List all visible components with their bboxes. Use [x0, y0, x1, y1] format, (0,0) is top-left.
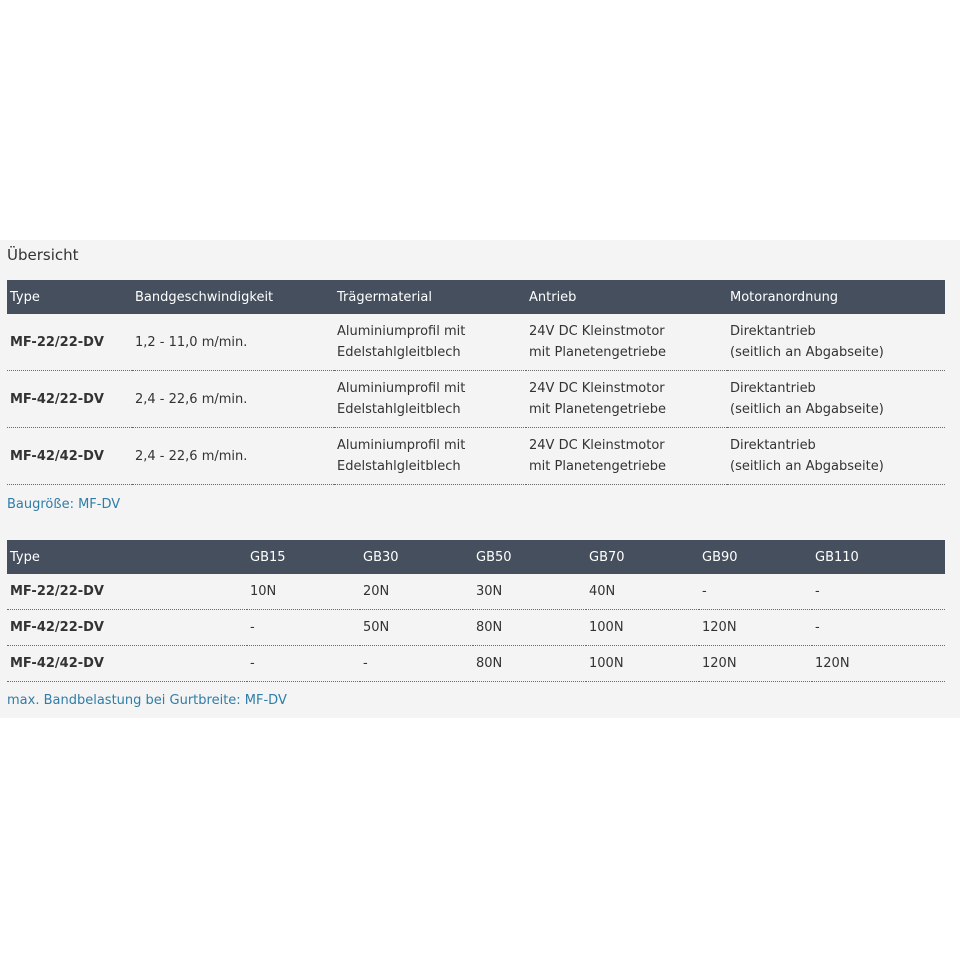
- load-caption-link[interactable]: max. Bandbelastung bei Gurtbreite: MF-DV: [7, 693, 287, 708]
- drive-cell: 24V DC Kleinstmotor mit Planetengetriebe: [526, 314, 727, 371]
- load-cell: -: [360, 646, 473, 682]
- motor-cell: Direktantrieb (seitlich an Abgabseite): [727, 371, 945, 428]
- material-cell: Aluminiumprofil mit Edelstahlgleitblech: [334, 371, 526, 428]
- drive-cell: 24V DC Kleinstmotor mit Planetengetriebe: [526, 428, 727, 485]
- overview-caption-link[interactable]: Baugröße: MF-DV: [7, 497, 121, 512]
- col-gb70: GB70: [586, 540, 699, 574]
- col-gb110: GB110: [812, 540, 945, 574]
- col-drive: Antrieb: [526, 280, 727, 314]
- type-cell: MF-42/22-DV: [7, 371, 132, 428]
- type-cell: MF-42/42-DV: [7, 646, 247, 682]
- table-row: [7, 371, 945, 428]
- load-cell: -: [247, 610, 360, 646]
- load-cell: -: [812, 574, 945, 610]
- type-cell: MF-22/22-DV: [7, 314, 132, 371]
- table-row: [7, 428, 945, 485]
- load-cell: 80N: [473, 610, 586, 646]
- load-cell: 120N: [812, 646, 945, 682]
- load-cell: 100N: [586, 646, 699, 682]
- load-cell: 30N: [473, 574, 586, 610]
- col-material: Trägermaterial: [334, 280, 526, 314]
- load-cell: 120N: [699, 646, 812, 682]
- speed-cell: 1,2 - 11,0 m/min.: [132, 314, 334, 371]
- load-cell: -: [247, 646, 360, 682]
- type-cell: MF-22/22-DV: [7, 574, 247, 610]
- material-cell: Aluminiumprofil mit Edelstahlgleitblech: [334, 314, 526, 371]
- overview-header-row: [7, 280, 945, 314]
- col-gb30: GB30: [360, 540, 473, 574]
- col-gb15: GB15: [247, 540, 360, 574]
- load-table: [7, 540, 945, 682]
- col-gb90: GB90: [699, 540, 812, 574]
- load-cell: 100N: [586, 610, 699, 646]
- table-row: [7, 646, 945, 682]
- col-type: Type: [7, 280, 132, 314]
- col-type: Type: [7, 540, 247, 574]
- motor-cell: Direktantrieb (seitlich an Abgabseite): [727, 314, 945, 371]
- load-cell: 40N: [586, 574, 699, 610]
- load-cell: 10N: [247, 574, 360, 610]
- col-speed: Bandgeschwindigkeit: [132, 280, 334, 314]
- col-gb50: GB50: [473, 540, 586, 574]
- speed-cell: 2,4 - 22,6 m/min.: [132, 371, 334, 428]
- motor-cell: Direktantrieb (seitlich an Abgabseite): [727, 428, 945, 485]
- load-header-row: [7, 540, 945, 574]
- load-cell: -: [812, 610, 945, 646]
- overview-table: [7, 280, 945, 485]
- load-cell: 120N: [699, 610, 812, 646]
- load-cell: 80N: [473, 646, 586, 682]
- material-cell: Aluminiumprofil mit Edelstahlgleitblech: [334, 428, 526, 485]
- section-title: Übersicht: [7, 246, 79, 264]
- load-cell: 50N: [360, 610, 473, 646]
- type-cell: MF-42/22-DV: [7, 610, 247, 646]
- speed-cell: 2,4 - 22,6 m/min.: [132, 428, 334, 485]
- table-row: [7, 314, 945, 371]
- load-cell: 20N: [360, 574, 473, 610]
- table-row: [7, 610, 945, 646]
- type-cell: MF-42/42-DV: [7, 428, 132, 485]
- load-cell: -: [699, 574, 812, 610]
- col-motor: Motoranordnung: [727, 280, 945, 314]
- drive-cell: 24V DC Kleinstmotor mit Planetengetriebe: [526, 371, 727, 428]
- table-row: [7, 574, 945, 610]
